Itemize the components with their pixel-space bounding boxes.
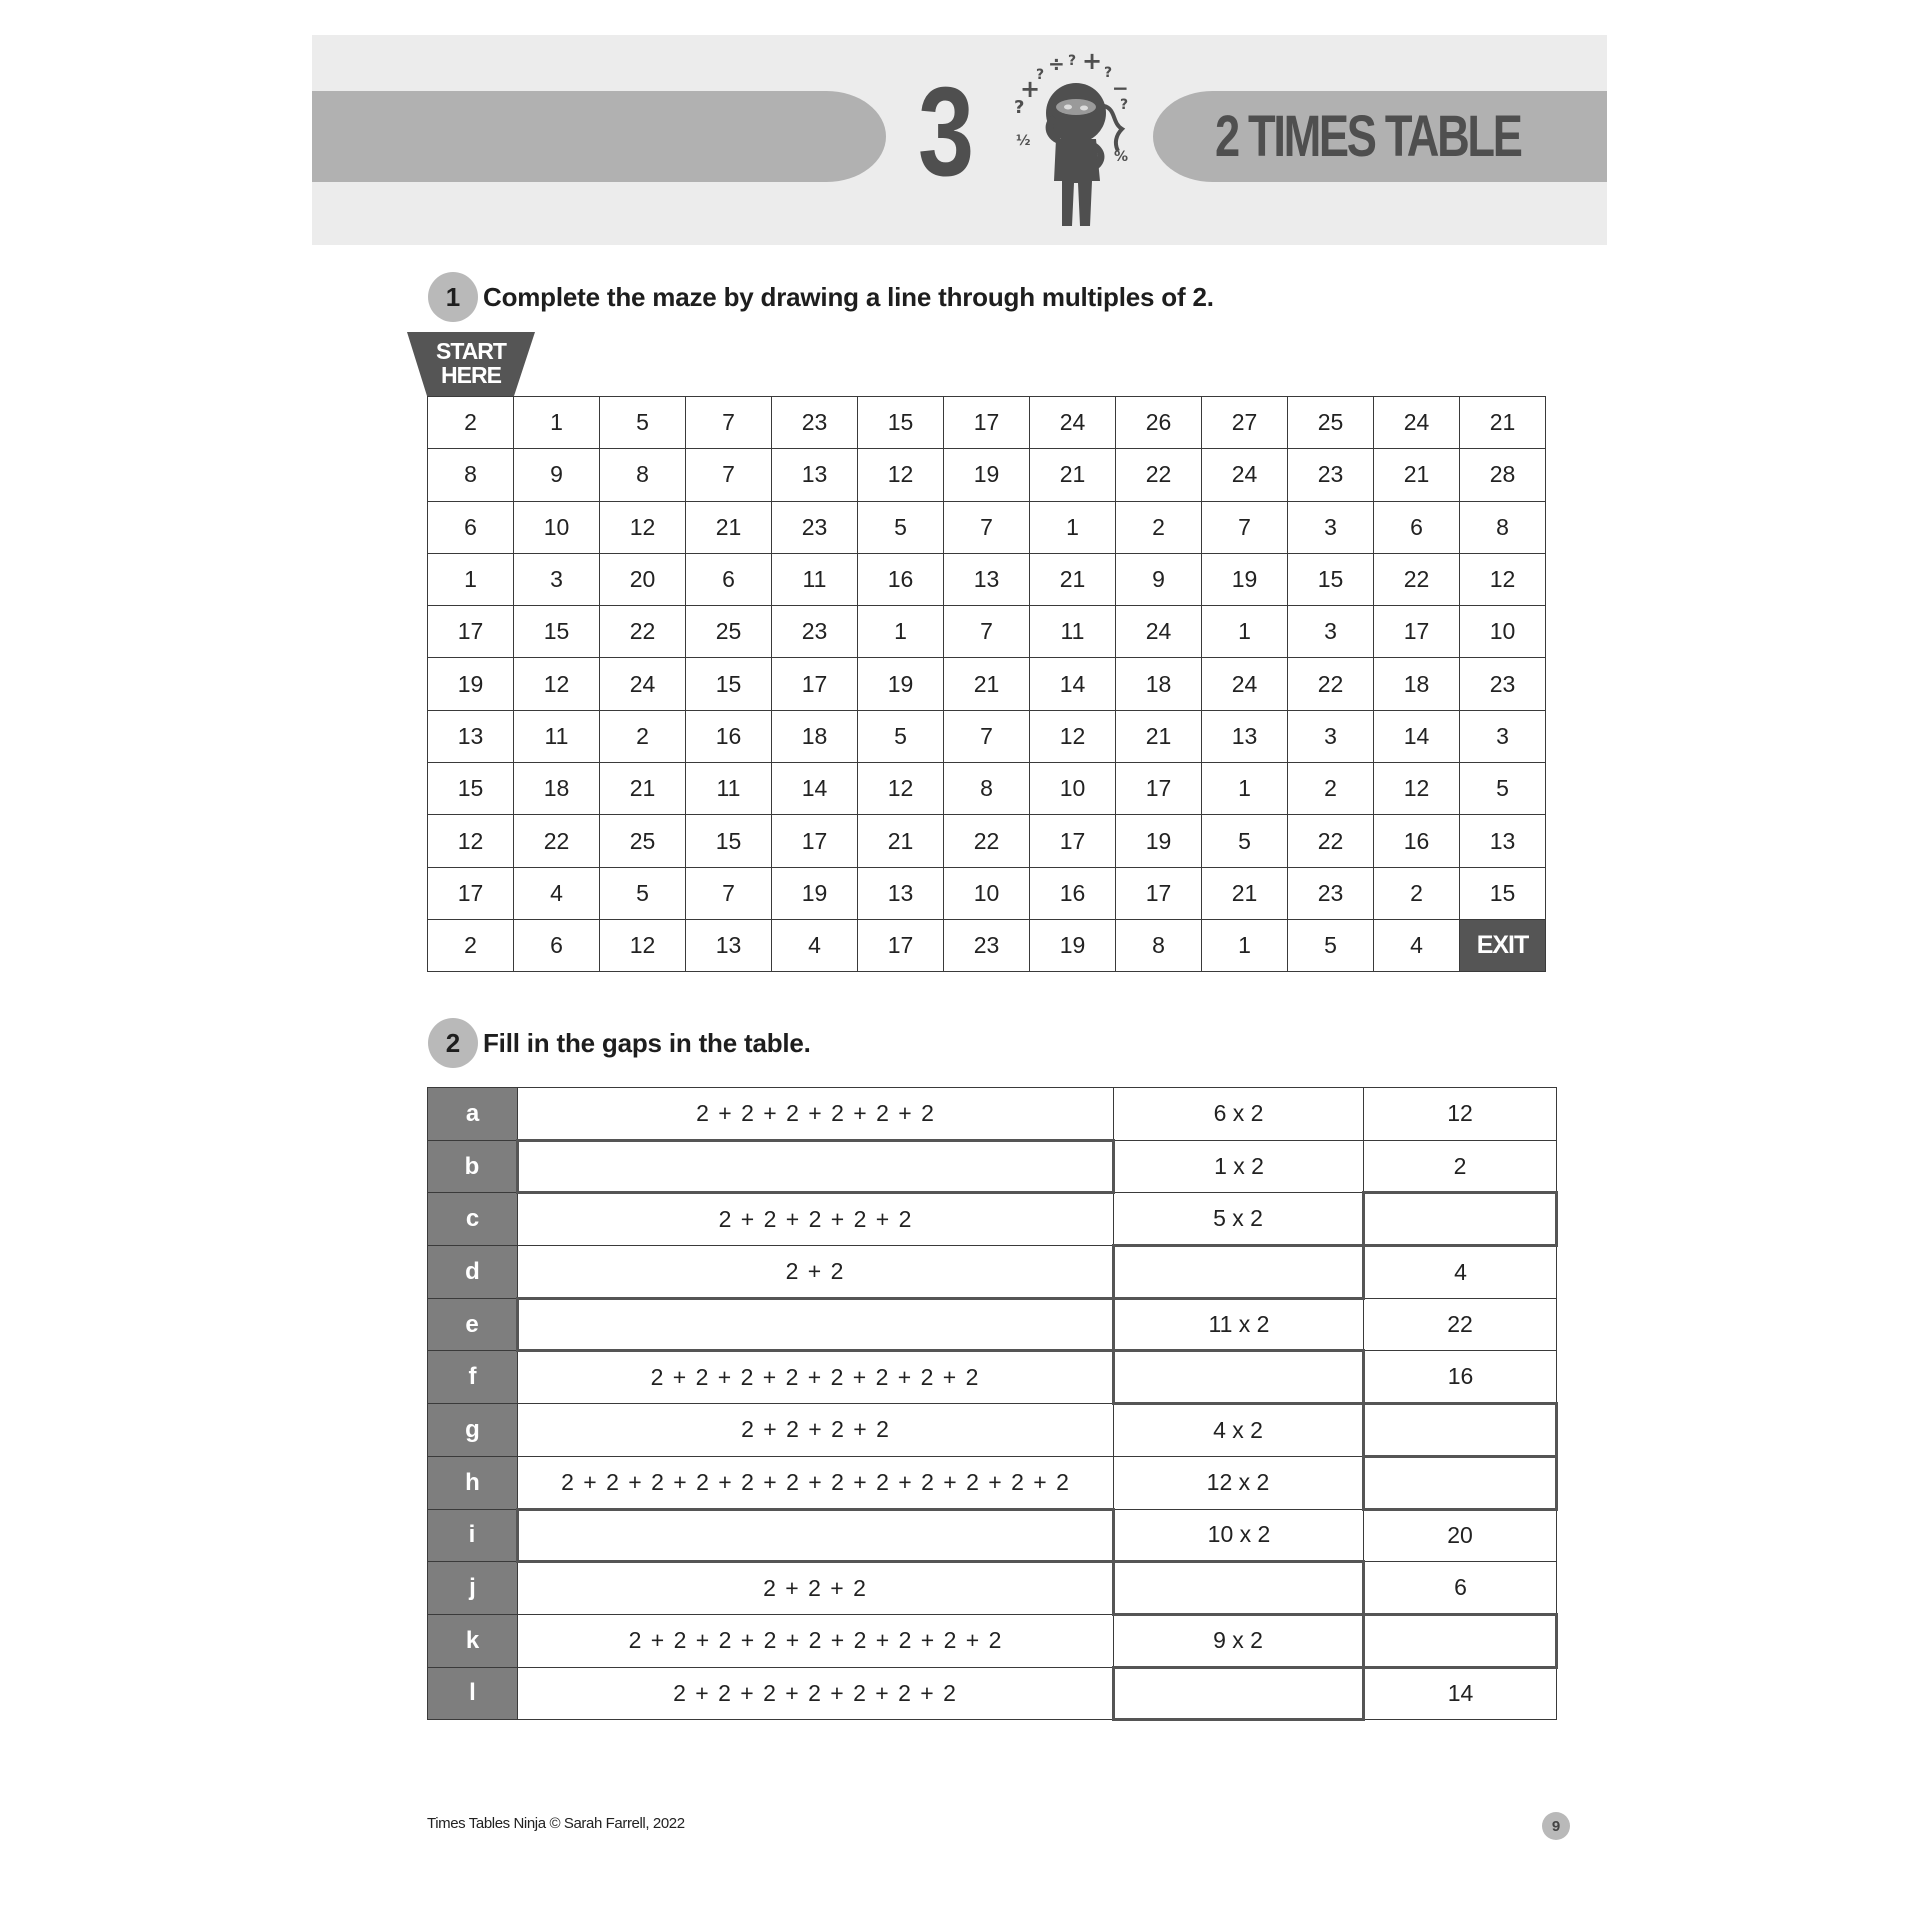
maze-cell[interactable]: 12 [1374,763,1460,815]
maze-cell[interactable]: 17 [1116,867,1202,919]
maze-cell[interactable]: 22 [1116,449,1202,501]
row-label: g [428,1404,518,1457]
maze-cell[interactable]: 19 [1202,553,1288,605]
maze-cell[interactable]: 17 [858,919,944,971]
maze-cell[interactable]: 11 [772,553,858,605]
maze-cell[interactable]: 13 [1202,710,1288,762]
maze-cell[interactable]: 13 [944,553,1030,605]
maze-cell[interactable]: 22 [1288,815,1374,867]
table-row [428,1140,1557,1193]
maze-cell[interactable]: 21 [686,501,772,553]
maze-cell[interactable]: 21 [600,763,686,815]
svg-text:?: ? [1014,97,1025,118]
fill-gaps-table [427,1087,1558,1721]
maze-cell[interactable]: 2 [428,919,514,971]
maze-cell[interactable]: 15 [514,606,600,658]
repeated-addition-cell: 2 + 2 + 2 + 2 + 2 + 2 + 2 + 2 + 2 + 2 + 2 + 2 [518,1456,1114,1509]
maze-cell[interactable]: 5 [858,501,944,553]
maze-cell[interactable]: 4 [514,867,600,919]
maze-cell[interactable]: 17 [944,397,1030,449]
maze-cell[interactable]: 8 [600,449,686,501]
table-row [428,1351,1557,1404]
maze-cell[interactable]: 12 [1030,710,1116,762]
maze-cell[interactable]: 22 [1374,553,1460,605]
maze-cell[interactable]: 24 [1202,449,1288,501]
maze-cell[interactable]: 8 [944,763,1030,815]
maze-cell[interactable]: 23 [772,606,858,658]
repeated-addition-cell: 2 + 2 + 2 + 2 + 2 + 2 + 2 + 2 [518,1351,1114,1404]
maze-cell[interactable]: 21 [1202,867,1288,919]
maze-cell[interactable]: 19 [772,867,858,919]
maze-cell[interactable]: 8 [1460,501,1546,553]
multiplication-cell: 1 x 2 [1114,1140,1364,1193]
table-row [428,1404,1557,1457]
maze-cell[interactable]: 1 [428,553,514,605]
maze-cell[interactable]: 13 [858,867,944,919]
maze-cell[interactable]: 1 [514,397,600,449]
multiplication-cell: 11 x 2 [1114,1298,1364,1351]
repeated-addition-cell: 2 + 2 + 2 + 2 + 2 + 2 [518,1088,1114,1141]
row-label: d [428,1246,518,1299]
result-cell: 20 [1364,1509,1557,1562]
maze-cell[interactable]: 4 [1374,919,1460,971]
maze-row [428,449,1546,501]
maze-cell[interactable]: 15 [1288,553,1374,605]
maze-cell[interactable]: 22 [1288,658,1374,710]
result-answer-field[interactable] [1364,1404,1557,1457]
svg-text:÷: ÷ [1048,52,1065,76]
maze-cell[interactable]: 17 [428,867,514,919]
maze-cell[interactable]: 1 [1202,763,1288,815]
chapter-title: 2 TIMES TABLE [1215,104,1521,169]
maze-row [428,553,1546,605]
maze-cell[interactable]: 18 [772,710,858,762]
maze-cell[interactable]: 6 [428,501,514,553]
maze-cell[interactable]: 12 [600,501,686,553]
repeated-addition-cell: 2 + 2 + 2 [518,1562,1114,1615]
maze-cell[interactable]: 14 [772,763,858,815]
maze-cell[interactable]: 8 [1116,919,1202,971]
result-answer-field[interactable] [1364,1614,1557,1667]
maze-cell[interactable]: 12 [600,919,686,971]
table-row [428,1298,1557,1351]
multiplication-cell: 6 x 2 [1114,1088,1364,1141]
table-row [428,1614,1557,1667]
start-here-badge [407,332,535,396]
maze-cell[interactable]: 15 [858,397,944,449]
row-label: b [428,1140,518,1193]
maze-cell[interactable]: 10 [944,867,1030,919]
maze-cell[interactable]: 25 [686,606,772,658]
maze-cell[interactable]: 5 [1288,919,1374,971]
maze-cell[interactable]: 13 [1460,815,1546,867]
maze-cell[interactable]: 21 [1030,449,1116,501]
maze-cell[interactable]: 23 [1288,449,1374,501]
maze-cell[interactable]: 16 [858,553,944,605]
maze-cell[interactable]: 17 [428,606,514,658]
maze-cell[interactable]: 19 [428,658,514,710]
maze-cell[interactable]: 23 [1460,658,1546,710]
maze-row [428,606,1546,658]
maze-cell[interactable]: 5 [600,867,686,919]
maze-cell[interactable]: 5 [858,710,944,762]
result-answer-field[interactable] [1364,1456,1557,1509]
svg-text:?: ? [1068,53,1077,69]
repeated-addition-answer-field[interactable] [518,1509,1114,1562]
maze-cell[interactable]: 24 [600,658,686,710]
table-row [428,1562,1557,1615]
result-cell: 6 [1364,1562,1557,1615]
chapter-banner [312,35,1607,245]
maze-cell[interactable]: 11 [1030,606,1116,658]
result-cell: 4 [1364,1246,1557,1299]
svg-text:?: ? [1120,97,1129,113]
multiplication-cell: 10 x 2 [1114,1509,1364,1562]
question-1-heading [428,272,1214,322]
maze-cell[interactable]: 23 [1288,867,1374,919]
maze-cell[interactable]: 22 [514,815,600,867]
maze-cell[interactable]: 17 [772,815,858,867]
result-cell: 14 [1364,1667,1557,1720]
maze-cell[interactable]: 15 [686,815,772,867]
maze-cell[interactable]: 17 [1030,815,1116,867]
maze-cell[interactable]: 21 [858,815,944,867]
maze-cell[interactable]: 20 [600,553,686,605]
maze-cell[interactable]: 18 [1116,658,1202,710]
maze-cell[interactable]: 19 [1030,919,1116,971]
maze-cell[interactable]: 27 [1202,397,1288,449]
row-label: a [428,1088,518,1141]
table-row [428,1088,1557,1141]
maze-cell[interactable]: 7 [944,606,1030,658]
multiplication-answer-field[interactable] [1114,1351,1364,1404]
maze-cell[interactable]: 5 [1460,763,1546,815]
maze-cell[interactable]: 7 [686,449,772,501]
maze-cell[interactable]: 21 [1116,710,1202,762]
question-instruction: Complete the maze by drawing a line through multiples of 2. [483,281,1214,312]
multiples-maze-grid [427,396,1546,972]
maze-cell[interactable]: 12 [428,815,514,867]
question-number-badge: 1 [428,272,478,322]
maze-cell[interactable]: 7 [686,867,772,919]
result-cell: 22 [1364,1298,1557,1351]
maze-cell[interactable]: 23 [944,919,1030,971]
maze-cell[interactable]: 25 [1288,397,1374,449]
maze-cell[interactable]: 8 [428,449,514,501]
multiplication-answer-field[interactable] [1114,1246,1364,1299]
maze-row [428,710,1546,762]
maze-cell[interactable]: 23 [772,501,858,553]
svg-text:%: % [1114,149,1129,165]
repeated-addition-cell: 2 + 2 + 2 + 2 + 2 [518,1193,1114,1246]
maze-cell[interactable]: 1 [1030,501,1116,553]
maze-cell[interactable]: 21 [944,658,1030,710]
maze-cell[interactable]: 12 [858,449,944,501]
maze-cell[interactable]: 10 [1030,763,1116,815]
maze-row [428,867,1546,919]
maze-cell[interactable]: 3 [1288,710,1374,762]
maze-cell[interactable]: 7 [1202,501,1288,553]
page-number-badge: 9 [1542,1812,1570,1840]
repeated-addition-cell: 2 + 2 + 2 + 2 + 2 + 2 + 2 [518,1667,1114,1720]
maze-cell[interactable]: 24 [1116,606,1202,658]
here-label: HERE [441,362,501,388]
maze-row [428,763,1546,815]
maze-cell[interactable]: 28 [1460,449,1546,501]
maze-cell[interactable]: 1 [1202,919,1288,971]
result-cell: 2 [1364,1140,1557,1193]
maze-cell[interactable]: 3 [1460,710,1546,762]
result-cell: 12 [1364,1088,1557,1141]
maze-row [428,397,1546,449]
row-label: l [428,1667,518,1720]
maze-cell[interactable]: 7 [944,501,1030,553]
maze-cell[interactable]: 10 [1460,606,1546,658]
question-number-badge: 2 [428,1018,478,1068]
maze-cell[interactable]: 2 [1116,501,1202,553]
repeated-addition-cell: 2 + 2 + 2 + 2 [518,1404,1114,1457]
maze-cell[interactable]: 15 [428,763,514,815]
maze-cell[interactable]: 3 [1288,606,1374,658]
maze-cell[interactable]: 3 [514,553,600,605]
multiplication-cell: 4 x 2 [1114,1404,1364,1457]
svg-text:½: ½ [1016,133,1031,149]
maze-cell[interactable]: 24 [1374,397,1460,449]
multiplication-cell: 5 x 2 [1114,1193,1364,1246]
svg-text:?: ? [1036,67,1045,83]
maze-cell[interactable]: 7 [686,397,772,449]
maze-cell[interactable]: 24 [1202,658,1288,710]
banner-left-pill [312,91,886,182]
svg-text:+: + [1082,51,1103,75]
maze-cell[interactable]: 16 [686,710,772,762]
row-label: c [428,1193,518,1246]
maze-cell[interactable]: 22 [600,606,686,658]
maze-cell[interactable]: 11 [686,763,772,815]
maze-cell[interactable]: 19 [944,449,1030,501]
maze-row [428,658,1546,710]
repeated-addition-answer-field[interactable] [518,1298,1114,1351]
maze-cell[interactable]: 2 [1374,867,1460,919]
unit-number: 3 [918,61,975,202]
repeated-addition-cell: 2 + 2 + 2 + 2 + 2 + 2 + 2 + 2 + 2 [518,1614,1114,1667]
maze-cell[interactable]: 3 [1288,501,1374,553]
maze-cell[interactable]: 12 [858,763,944,815]
table-row [428,1667,1557,1720]
maze-cell[interactable]: 5 [1202,815,1288,867]
maze-row [428,501,1546,553]
maze-cell[interactable]: 23 [772,397,858,449]
table-row [428,1193,1557,1246]
maze-cell[interactable]: 21 [1460,397,1546,449]
maze-row [428,815,1546,867]
question-instruction: Fill in the gaps in the table. [483,1027,811,1058]
multiplication-answer-field[interactable] [1114,1667,1364,1720]
row-label: j [428,1562,518,1615]
repeated-addition-cell: 2 + 2 [518,1246,1114,1299]
maze-cell[interactable]: 1 [1202,606,1288,658]
maze-cell[interactable]: 18 [1374,658,1460,710]
question-2-heading [428,1018,811,1068]
banner-title-pill [1153,91,1607,182]
maze-cell[interactable]: 16 [1374,815,1460,867]
maze-cell[interactable]: 14 [1374,710,1460,762]
table-row [428,1509,1557,1562]
maze-row [428,919,1546,971]
maze-cell[interactable]: 6 [514,919,600,971]
maze-cell[interactable]: 2 [1288,763,1374,815]
maze-cell[interactable]: 19 [858,658,944,710]
maze-cell[interactable]: 21 [1374,449,1460,501]
table-row [428,1246,1557,1299]
start-label: START [436,338,506,364]
maze-cell[interactable]: 24 [1030,397,1116,449]
maze-cell[interactable]: 19 [1116,815,1202,867]
multiplication-cell: 12 x 2 [1114,1456,1364,1509]
maze-cell[interactable]: 7 [944,710,1030,762]
maze-cell[interactable]: 12 [514,658,600,710]
maze-exit-cell[interactable]: EXIT [1460,919,1546,971]
row-label: k [428,1614,518,1667]
svg-text:?: ? [1104,65,1113,81]
maze-cell[interactable]: 9 [514,449,600,501]
multiplication-answer-field[interactable] [1114,1562,1364,1615]
result-answer-field[interactable] [1364,1193,1557,1246]
maze-cell[interactable]: 1 [858,606,944,658]
ninja-thinking-icon [1004,51,1154,231]
maze-cell[interactable]: 2 [428,397,514,449]
repeated-addition-answer-field[interactable] [518,1140,1114,1193]
maze-cell[interactable]: 6 [1374,501,1460,553]
row-label: f [428,1351,518,1404]
maze-cell[interactable]: 5 [600,397,686,449]
table-row [428,1456,1557,1509]
maze-cell[interactable]: 13 [686,919,772,971]
maze-cell[interactable]: 16 [1030,867,1116,919]
svg-text:−: − [1112,76,1129,100]
row-label: h [428,1456,518,1509]
maze-cell[interactable]: 17 [1116,763,1202,815]
maze-cell[interactable]: 22 [944,815,1030,867]
maze-cell[interactable]: 2 [600,710,686,762]
maze-cell[interactable]: 11 [514,710,600,762]
maze-cell[interactable]: 13 [428,710,514,762]
maze-cell[interactable]: 12 [1460,553,1546,605]
maze-cell[interactable]: 25 [600,815,686,867]
maze-cell[interactable]: 6 [686,553,772,605]
row-label: i [428,1509,518,1562]
result-cell: 16 [1364,1351,1557,1404]
multiplication-cell: 9 x 2 [1114,1614,1364,1667]
copyright-footer: Times Tables Ninja © Sarah Farrell, 2022 [427,1815,685,1832]
maze-cell[interactable]: 17 [772,658,858,710]
maze-cell[interactable]: 26 [1116,397,1202,449]
svg-text:+: + [1020,75,1041,103]
maze-cell[interactable]: 4 [772,919,858,971]
maze-cell[interactable]: 17 [1374,606,1460,658]
maze-cell[interactable]: 21 [1030,553,1116,605]
maze-cell[interactable]: 18 [514,763,600,815]
maze-cell[interactable]: 13 [772,449,858,501]
maze-cell[interactable]: 15 [1460,867,1546,919]
row-label: e [428,1298,518,1351]
maze-cell[interactable]: 10 [514,501,600,553]
maze-cell[interactable]: 9 [1116,553,1202,605]
maze-cell[interactable]: 14 [1030,658,1116,710]
maze-cell[interactable]: 15 [686,658,772,710]
